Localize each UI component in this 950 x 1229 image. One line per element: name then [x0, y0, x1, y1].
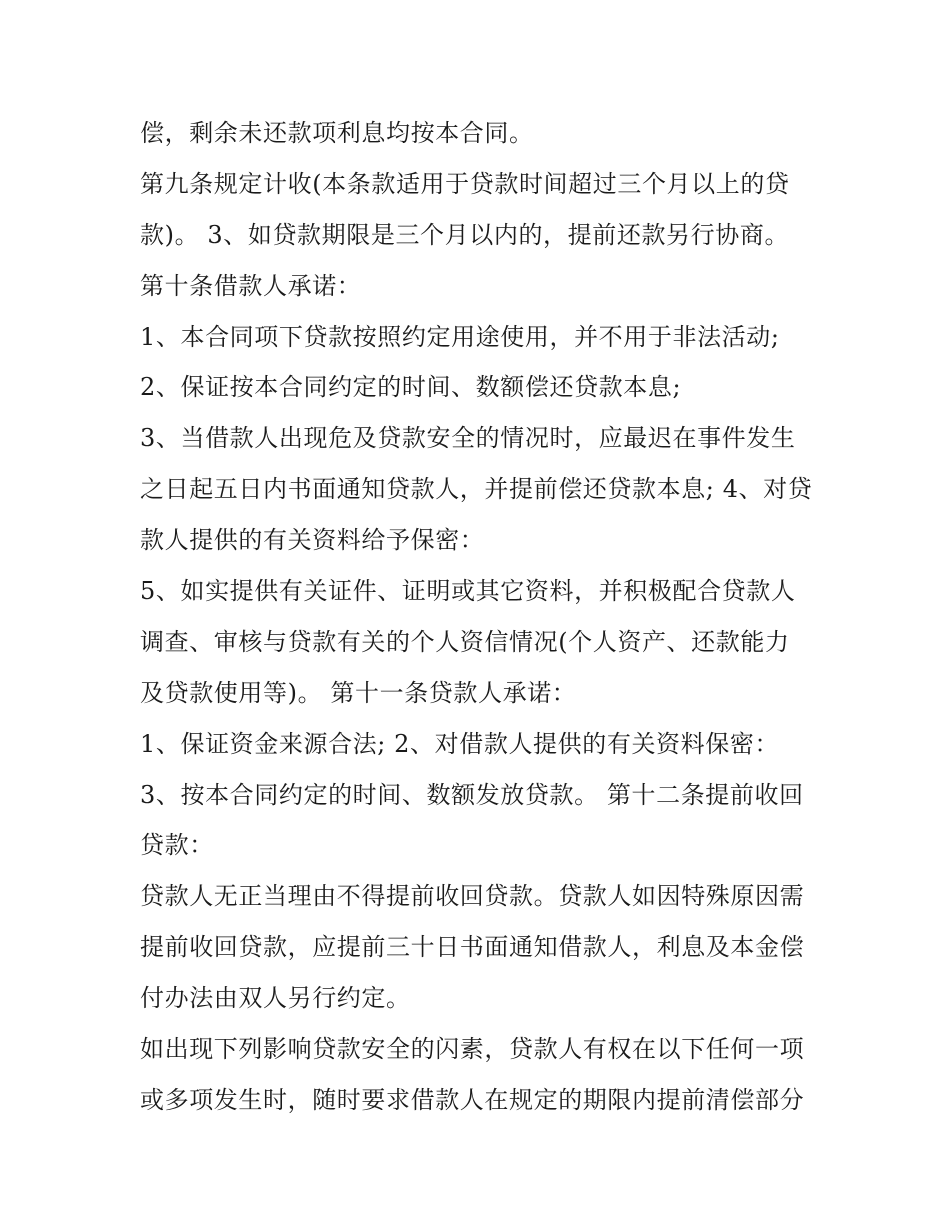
text-line: 第九条规定计收(本条款适用于贷款时间超过三个月以上的贷	[140, 169, 790, 198]
text-line: 款人提供的有关资料给予保密：	[140, 526, 485, 555]
text-line: 如出现下列影响贷款安全的闪素，贷款人有权在以下任何一项	[140, 1035, 805, 1064]
text-line: 偿，剩余未还款项利息均按本合同。	[140, 119, 534, 147]
text-line: 2、保证按本合同约定的时间、数额偿还贷款本息;	[140, 373, 682, 402]
text-line: 之日起五日内书面通知贷款人，并提前偿还贷款本息; 4、对贷	[140, 475, 813, 504]
text-line: 1、保证资金来源合法; 2、对借款人提供的有关资料保密：	[140, 729, 780, 758]
text-line: 贷款：	[140, 831, 214, 860]
text-line: 或多项发生时，随时要求借款人在规定的期限内提前清偿部分	[140, 1085, 805, 1114]
text-line: 提前收回贷款，应提前三十日书面通知借款人，利息及本金偿	[140, 933, 805, 962]
text-line: 3、按本合同约定的时间、数额发放贷款。 第十二条提前收回	[140, 780, 804, 809]
text-line: 贷款人无正当理由不得提前收回贷款。贷款人如因特殊原因需	[140, 882, 805, 911]
text-line: 第十条借款人承诺：	[140, 271, 362, 300]
text-line: 5、如实提供有关证件、证明或其它资料，并积极配合贷款人	[140, 577, 796, 606]
text-line: 调查、审核与贷款有关的个人资信情况(个人资产、还款能力	[140, 627, 790, 656]
text-line: 3、当借款人出现危及贷款安全的情况时，应最迟在事件发生	[140, 424, 796, 453]
text-line: 款)。 3、如贷款期限是三个月以内的，提前还款另行协商。	[140, 220, 790, 249]
text-line: 付办法由双人另行约定。	[140, 984, 411, 1013]
text-line: 及贷款使用等)。 第十一条贷款人承诺：	[140, 678, 577, 707]
document-body	[140, 108, 830, 1126]
text-line: 1、本合同项下贷款按照约定用途使用，并不用于非法活动;	[140, 322, 780, 351]
